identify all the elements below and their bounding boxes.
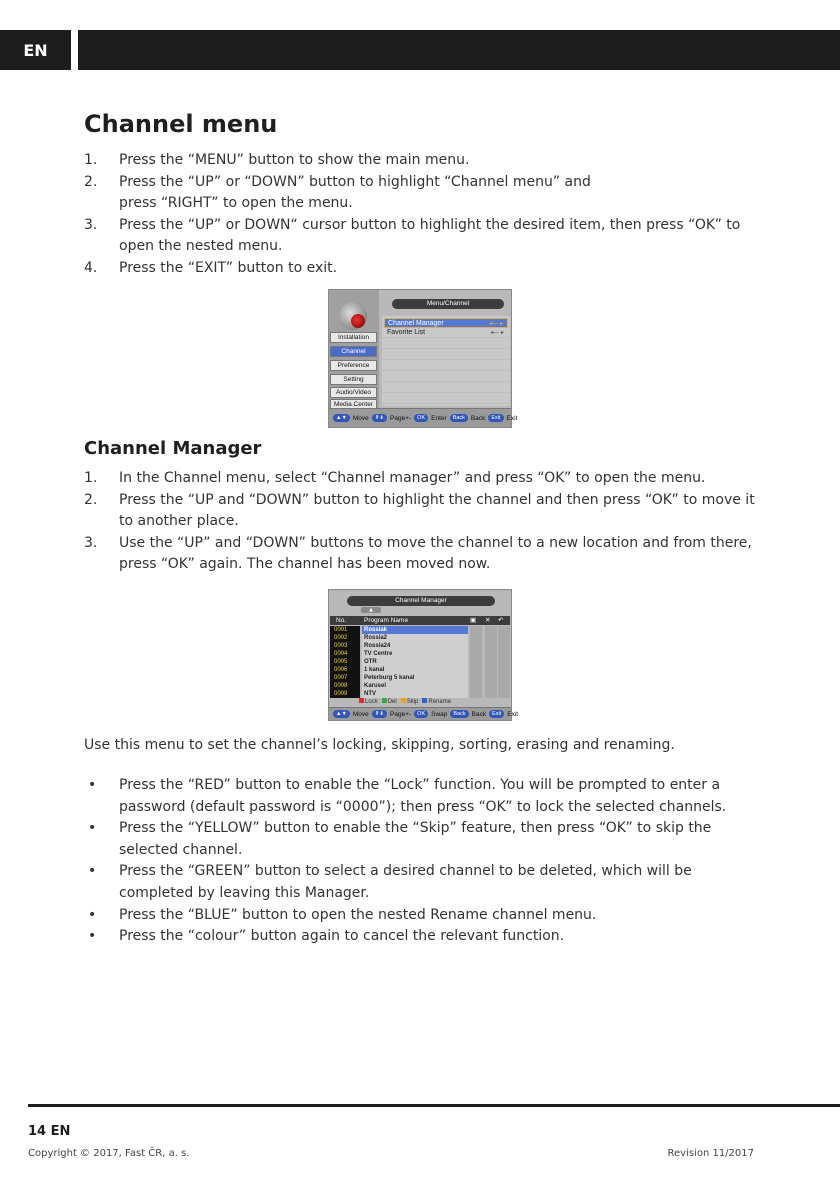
legend-skip: Skip — [401, 698, 419, 706]
channel-number: 0001 — [330, 626, 360, 634]
enter-arrow-icon: ◂— ▸ — [489, 321, 503, 327]
channel-number: 0007 — [330, 674, 360, 682]
flag-cell — [470, 650, 482, 658]
menu-list — [382, 316, 510, 406]
channel-name: 1 kanal — [362, 666, 468, 674]
sidebar-item-installation: Installation — [330, 332, 377, 343]
up-arrow-icon: ▲ — [361, 607, 381, 613]
lock-icon: ▣ — [470, 617, 477, 624]
list-item: 3. Press the “UP” or DOWN“ cursor button to highlight the desired item, then press “OK” to open the nested menu. — [84, 216, 741, 255]
channel-number: 0003 — [330, 642, 360, 650]
channel-name: Rossia24 — [362, 642, 468, 650]
table-row — [330, 666, 510, 674]
header-band — [78, 30, 840, 70]
table-row — [330, 658, 510, 666]
flag-cell — [485, 650, 497, 658]
flag-cell — [470, 674, 482, 682]
screen-footer: ▲▼ Move ⇞⇟ Page+- OK Swap Back Back Exit Exit — [329, 707, 511, 720]
channel-menu-steps — [84, 150, 764, 280]
sidebar-item-channel: Channel — [330, 346, 377, 357]
menu-item-channel-manager: Channel Manager ◂— ▸ — [384, 318, 508, 328]
flag-cell — [485, 682, 497, 690]
color-legend — [359, 698, 451, 706]
flag-cell — [498, 682, 510, 690]
sidebar-item-media-center: Media Center — [330, 399, 377, 410]
screen-title: Menu/Channel — [392, 299, 504, 309]
channel-name: Rossia2 — [362, 634, 468, 642]
copyright: Copyright © 2017, Fast ČR, a. s. — [28, 1148, 190, 1159]
flag-cell — [470, 642, 482, 650]
flag-cell — [470, 658, 482, 666]
language-badge: EN — [0, 30, 71, 70]
list-item: 1. In the Channel menu, select “Channel manager” and press “OK” to open the menu. — [84, 470, 706, 486]
table-row — [330, 642, 510, 650]
menu-channel-screenshot — [328, 289, 518, 428]
channel-table — [330, 626, 510, 698]
footer-rule — [28, 1104, 840, 1107]
updown-icon: ▲▼ — [333, 710, 350, 718]
sidebar-item-audio-video: Audio/Video — [330, 387, 377, 398]
page-icon: ⇞⇟ — [372, 710, 387, 718]
gear-icon — [351, 314, 365, 328]
menu-item-favorite-list: Favorite List ◂— ▸ — [387, 329, 504, 336]
legend-lock: Lock — [359, 698, 378, 706]
function-bullets — [84, 775, 764, 948]
list-item: • Press the “colour” button again to cancel the relevant function. — [88, 928, 565, 945]
revision: Revision 11/2017 — [667, 1148, 754, 1159]
channel-number: 0006 — [330, 666, 360, 674]
channel-name: TV Centre — [362, 650, 468, 658]
flag-cell — [498, 626, 510, 634]
flag-cell — [498, 650, 510, 658]
channel-name: OTR — [362, 658, 468, 666]
sidebar-item-setting: Setting — [330, 374, 377, 385]
channel-number: 0002 — [330, 634, 360, 642]
flag-cell — [485, 634, 497, 642]
list-item: • Press the “GREEN” button to select a desired channel to be deleted, which will be completed by leaving this Manager. — [88, 863, 692, 901]
flag-cell — [470, 634, 482, 642]
list-item: 2. Press the “UP” or “DOWN” button to highlight “Channel menu” and press “RIGHT” to open the menu. — [84, 173, 591, 212]
flag-cell — [498, 666, 510, 674]
flag-cell — [485, 690, 497, 698]
list-item: • Press the “RED” button to enable the “Lock” function. You will be prompted to enter a password (default password is “0000”); then press “OK” to lock the selected channels. — [88, 777, 727, 815]
table-header: No. Program Name ▣ ✕ ↶ — [330, 616, 510, 625]
flag-cell — [498, 642, 510, 650]
enter-arrow-icon: ◂— ▸ — [490, 330, 504, 336]
channel-number: 0009 — [330, 690, 360, 698]
flag-cell — [485, 666, 497, 674]
skip-icon: ↶ — [498, 617, 504, 624]
page-header — [0, 30, 840, 70]
channel-menu-heading: Channel menu — [84, 110, 278, 138]
channel-name: Rossiak — [362, 626, 468, 634]
table-row — [330, 650, 510, 658]
list-item: 4. Press the “EXIT” button to exit. — [84, 259, 338, 276]
flag-cell — [485, 626, 497, 634]
updown-icon: ▲▼ — [333, 414, 350, 422]
channel-manager-screenshot — [328, 589, 519, 721]
flag-cell — [498, 674, 510, 682]
channel-number: 0004 — [330, 650, 360, 658]
list-item: • Press the “YELLOW” button to enable the “Skip” feature, then press “OK” to skip the selected channel. — [88, 820, 712, 858]
flag-cell — [470, 690, 482, 698]
legend-rename: Rename — [422, 698, 451, 706]
channel-name: Peterburg 5 kanal — [362, 674, 468, 682]
flag-cell — [485, 642, 497, 650]
screen-title: Channel Manager — [347, 596, 495, 606]
flag-cell — [470, 682, 482, 690]
channel-name: NTV — [362, 690, 468, 698]
page-number: 14 EN — [28, 1124, 71, 1139]
screen-footer: ▲▼ Move ⇞⇟ Page+- OK Enter Back Back Exit Exit — [329, 408, 511, 427]
channel-number: 0005 — [330, 658, 360, 666]
flag-cell — [498, 634, 510, 642]
list-item: 1. Press the “MENU” button to show the main menu. — [84, 152, 470, 168]
table-row — [330, 690, 510, 698]
flag-cell — [498, 658, 510, 666]
intro-paragraph: Use this menu to set the channel’s locking, skipping, sorting, erasing and renaming. — [84, 737, 675, 753]
flag-cell — [470, 626, 482, 634]
flag-cell — [485, 674, 497, 682]
flag-cell — [498, 690, 510, 698]
table-row — [330, 626, 510, 634]
close-icon: ✕ — [485, 617, 491, 624]
page-icon: ⇞⇟ — [372, 414, 387, 422]
channel-manager-steps — [84, 468, 764, 576]
channel-manager-heading: Channel Manager — [84, 438, 262, 459]
list-item: 3. Use the “UP” and “DOWN” buttons to move the channel to a new location and from there, press “OK” again. The channel has been moved now. — [84, 534, 752, 573]
table-row — [330, 674, 510, 682]
flag-cell — [485, 658, 497, 666]
table-row — [330, 634, 510, 642]
list-item: • Press the “BLUE” button to open the nested Rename channel menu. — [88, 906, 597, 923]
table-row — [330, 682, 510, 690]
flag-cell — [470, 666, 482, 674]
legend-del: Del — [382, 698, 397, 706]
list-item: 2. Press the “UP and “DOWN” button to highlight the channel and then press “OK” to move it to another place. — [84, 491, 755, 530]
channel-name: Karusel — [362, 682, 468, 690]
channel-number: 0008 — [330, 682, 360, 690]
sidebar-item-preference: Preference — [330, 360, 377, 371]
